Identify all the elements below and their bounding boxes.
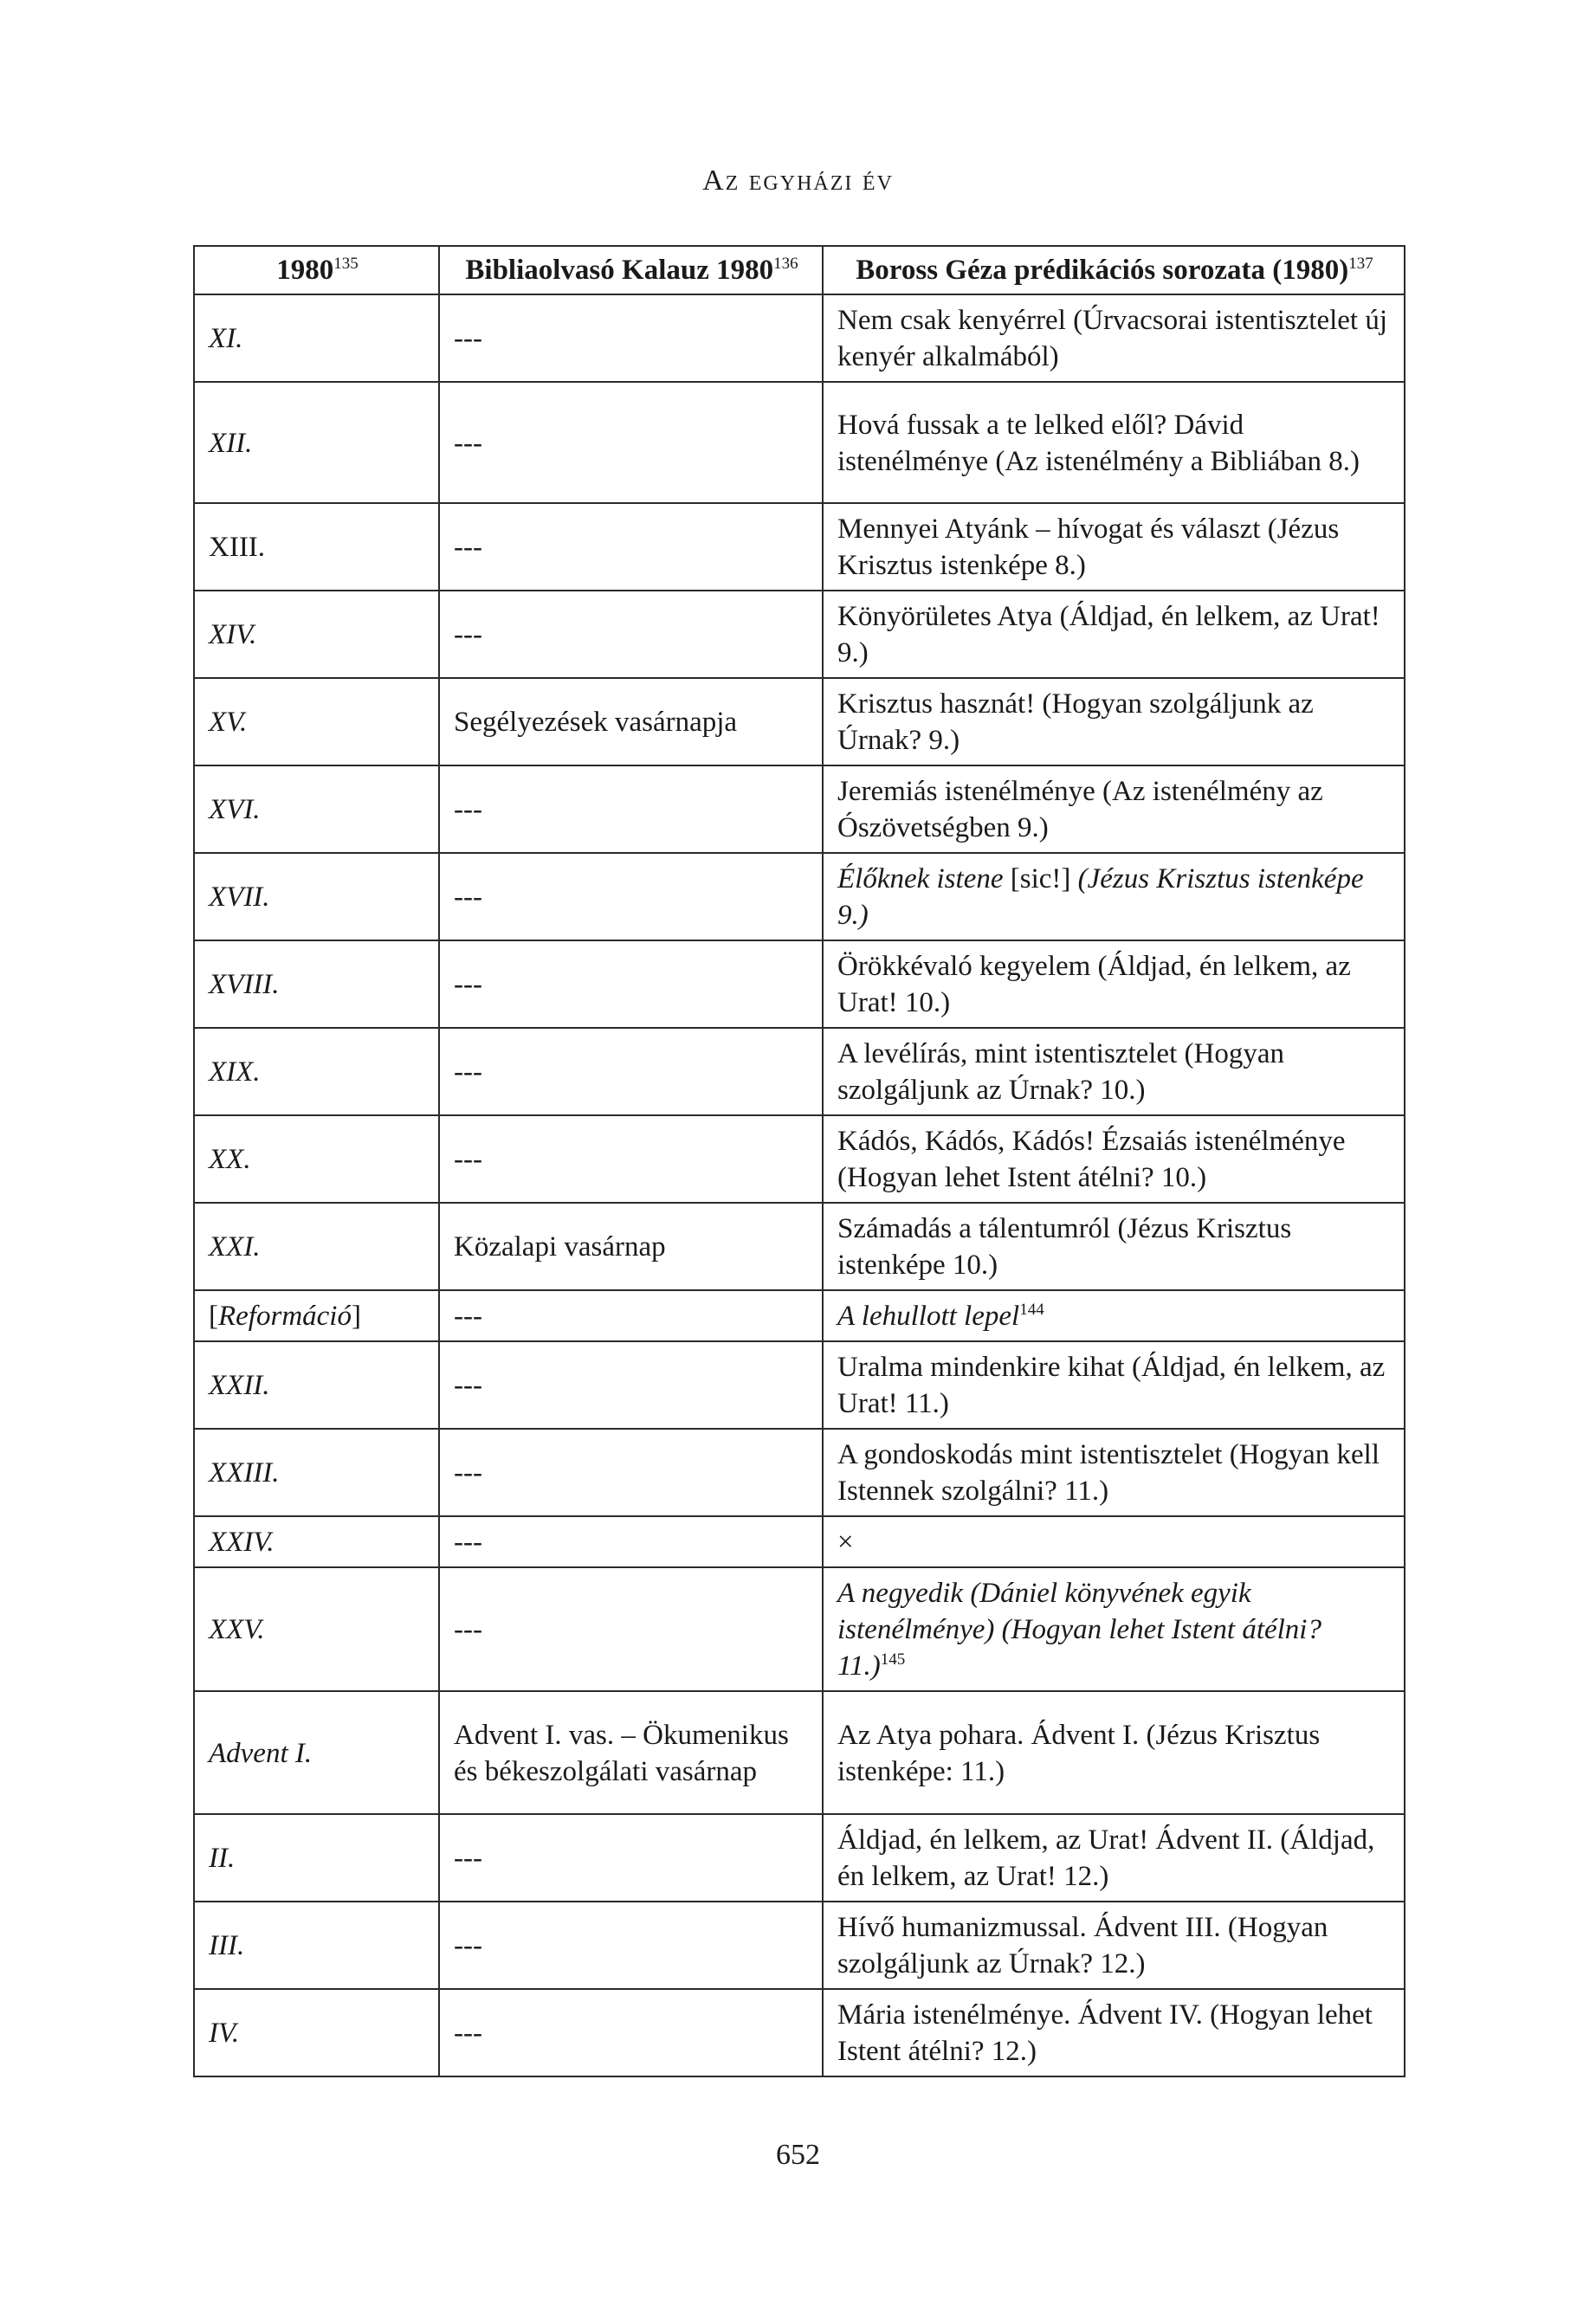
table-row — [194, 1516, 1405, 1567]
guide-cell: Advent I. vas. – Ökumenikus és békeszolgálati vasárnap — [439, 1691, 823, 1814]
table-header-row — [194, 246, 1405, 294]
sunday-cell: XVI. — [194, 765, 439, 853]
table-row — [194, 1814, 1405, 1902]
series-name: (Jézus Krisztus istenképe 9.) — [837, 863, 1364, 931]
sermon-cell: Krisztus hasznát! (Hogyan szolgáljunk az Úrnak? 9.) — [823, 678, 1405, 765]
guide-cell: Segélyezések vasárnapja — [439, 678, 823, 765]
table-row — [194, 382, 1405, 503]
footnote-ref: 135 — [333, 255, 359, 273]
sermon-cell: Uralma mindenkire kihat (Áldjad, én lelkem, az Urat! 11.) — [823, 1341, 1405, 1429]
guide-cell: --- — [439, 591, 823, 678]
table-row — [194, 1341, 1405, 1429]
sermon-cell: Mennyei Atyánk – hívogat és választ (Jézus Krisztus istenképe 8.) — [823, 503, 1405, 591]
guide-cell: --- — [439, 1814, 823, 1902]
table-row — [194, 1203, 1405, 1290]
sermon-cell: Az Atya pohara. Ádvent I. (Jézus Krisztus istenképe: 11.) — [823, 1691, 1405, 1814]
sunday-cell: [Reformáció] — [194, 1290, 439, 1341]
sunday-cell: III. — [194, 1902, 439, 1989]
table-row — [194, 678, 1405, 765]
sunday-cell: XVII. — [194, 853, 439, 940]
guide-cell: --- — [439, 1516, 823, 1567]
table-row — [194, 1028, 1405, 1115]
guide-cell: --- — [439, 1567, 823, 1691]
sermon-cell: Jeremiás istenélménye (Az istenélmény az Ószövetségben 9.) — [823, 765, 1405, 853]
sunday-cell: Advent I. — [194, 1691, 439, 1814]
sermon-cell: Könyörületes Atya (Áldjad, én lelkem, az Urat! 9.) — [823, 591, 1405, 678]
sunday-cell: XXV. — [194, 1567, 439, 1691]
running-head: Az egyházi év — [702, 165, 894, 197]
sic-note: [sic!] — [1003, 863, 1078, 894]
sermon-cell: × — [823, 1516, 1405, 1567]
reformation-label: Reformáció — [218, 1301, 352, 1332]
sermon-cell — [823, 1567, 1405, 1691]
guide-cell: --- — [439, 940, 823, 1028]
sermon-cell — [823, 853, 1405, 940]
header-bible-guide: Bibliaolvasó Kalauz 1980$^{136}$ — [439, 246, 823, 294]
guide-cell: --- — [439, 853, 823, 940]
sermon-cell: Áldjad, én lelkem, az Urat! Ádvent II. (Áldjad, én lelkem, az Urat! 12.) — [823, 1814, 1405, 1902]
guide-cell: --- — [439, 1028, 823, 1115]
sunday-cell: XX. — [194, 1115, 439, 1203]
sunday-cell: XIV. — [194, 591, 439, 678]
sermon-cell: A gondoskodás mint istentisztelet (Hogyan kell Istennek szolgálni? 11.) — [823, 1429, 1405, 1516]
footnote-ref: 144 — [1019, 1301, 1044, 1319]
table-row — [194, 1902, 1405, 1989]
sermon-series-table — [193, 245, 1405, 2077]
sunday-cell: II. — [194, 1814, 439, 1902]
table-row — [194, 853, 1405, 940]
sunday-cell: IV. — [194, 1989, 439, 2076]
guide-cell: Közalapi vasárnap — [439, 1203, 823, 1290]
footnote-ref: 137 — [1348, 255, 1373, 273]
sunday-cell: XVIII. — [194, 940, 439, 1028]
guide-cell: --- — [439, 294, 823, 382]
sunday-cell: XXI. — [194, 1203, 439, 1290]
sermon-title: A negyedik (Dániel könyvének egyik istenélménye) (Hogyan lehet Istent átélni? 11.) — [837, 1578, 1321, 1682]
guide-cell: --- — [439, 1115, 823, 1203]
table-row — [194, 1567, 1405, 1691]
page-number: 652 — [776, 2139, 820, 2171]
sunday-cell: XV. — [194, 678, 439, 765]
table-row — [194, 765, 1405, 853]
guide-cell: --- — [439, 503, 823, 591]
sermon-cell: Hívő humanizmussal. Ádvent III. (Hogyan szolgáljunk az Úrnak? 12.) — [823, 1902, 1405, 1989]
sermon-cell: Kádós, Kádós, Kádós! Ézsaiás istenélménye (Hogyan lehet Istent átélni? 10.) — [823, 1115, 1405, 1203]
sunday-cell: XI. — [194, 294, 439, 382]
table-row — [194, 1290, 1405, 1341]
table-row — [194, 1115, 1405, 1203]
table-row — [194, 591, 1405, 678]
footnote-ref: 136 — [773, 255, 798, 273]
guide-cell: --- — [439, 1341, 823, 1429]
table-row — [194, 294, 1405, 382]
guide-cell: --- — [439, 382, 823, 503]
sermon-cell: A levélírás, mint istentisztelet (Hogyan szolgáljunk az Úrnak? 10.) — [823, 1028, 1405, 1115]
guide-cell: --- — [439, 1429, 823, 1516]
sermon-cell: Mária istenélménye. Ádvent IV. (Hogyan lehet Istent átélni? 12.) — [823, 1989, 1405, 2076]
guide-cell: --- — [439, 765, 823, 853]
sermon-cell — [823, 1290, 1405, 1341]
sermon-title: A lehullott lepel — [837, 1301, 1020, 1332]
guide-cell: --- — [439, 1989, 823, 2076]
table-row — [194, 1429, 1405, 1516]
sermon-cell: Örökkévaló kegyelem (Áldjad, én lelkem, az Urat! 10.) — [823, 940, 1405, 1028]
sermon-cell: Számadás a tálentumról (Jézus Krisztus istenképe 10.) — [823, 1203, 1405, 1290]
guide-cell: --- — [439, 1902, 823, 1989]
table-row — [194, 940, 1405, 1028]
sunday-cell: XXIV. — [194, 1516, 439, 1567]
sermon-title: Élőknek istene — [837, 863, 1004, 894]
footnote-ref: 145 — [880, 1650, 906, 1669]
sunday-cell: XIII. — [194, 503, 439, 591]
sermon-cell: Hová fussak a te lelked elől? Dávid istenélménye (Az istenélmény a Bibliában 8.) — [823, 382, 1405, 503]
header-sermon-series: Boross Géza prédikációs sorozata $(1980)^{137}$ — [823, 246, 1405, 294]
table-row — [194, 1691, 1405, 1814]
sunday-cell: XXIII. — [194, 1429, 439, 1516]
sunday-cell: XIX. — [194, 1028, 439, 1115]
table-row — [194, 503, 1405, 591]
sunday-cell: XII. — [194, 382, 439, 503]
sunday-cell: XXII. — [194, 1341, 439, 1429]
sermon-cell: Nem csak kenyérrel (Úrvacsorai istentisztelet új kenyér alkalmából) — [823, 294, 1405, 382]
header-year: 1980$^{135}$ — [194, 246, 439, 294]
table-row — [194, 1989, 1405, 2076]
guide-cell: --- — [439, 1290, 823, 1341]
